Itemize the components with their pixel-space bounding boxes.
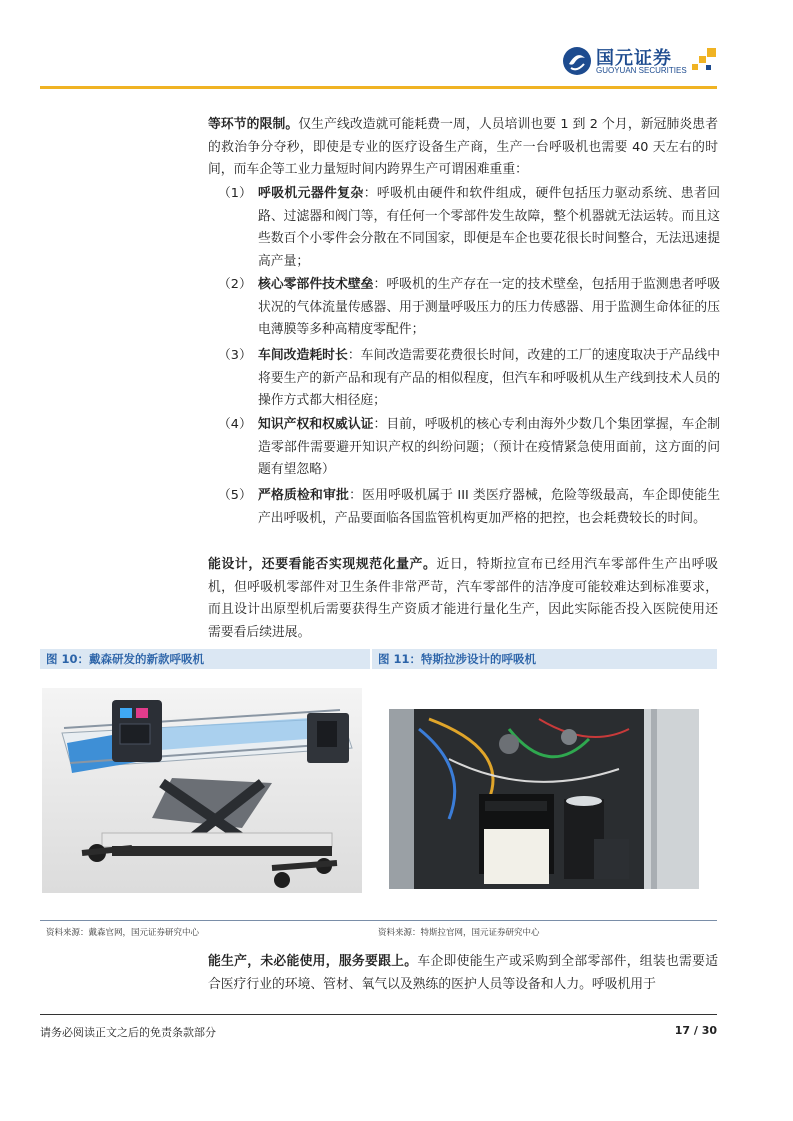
figure-source: 资料来源：戴森官网，国元证券研究中心 <box>46 928 200 938</box>
para3-text: 车企即使能生产或采购到全部零部件，组装也需要适合医疗行业的环境、管材、氧气以及熟练的医护人员等设备和人力。呼吸机用于 <box>208 954 719 992</box>
list-bold: 车间改造耗时长 <box>258 348 348 363</box>
company-logo <box>562 44 722 84</box>
list-bold: 严格质检和审批 <box>258 488 350 503</box>
figure-caption: 图 10：戴森研发的新款呼吸机 <box>40 649 370 669</box>
list-number: （3） <box>218 348 252 363</box>
logo-english-name: GUOYUAN SECURITIES <box>596 66 687 75</box>
list-text: ：医用呼吸机属于 III 类医疗器械，危险等级最高，车企即使能生产出呼吸机，产品要面临各国监管机构更加严格的把控，也会耗费较长的时间。 <box>258 488 721 526</box>
list-number: （4） <box>218 417 252 432</box>
para3-bold: 能生产，未必能使用，服务要跟上。 <box>208 954 418 969</box>
list-number: （1） <box>218 186 252 201</box>
list-text: ：呼吸机的生产存在一定的技术壁垒，包括用于监测患者呼吸状况的气体流量传感器、用于测量呼吸压力的压力传感器、用于监测生命体征的压电薄膜等多种高精度零配件； <box>258 277 721 337</box>
figure-source: 资料来源：特斯拉官网，国元证券研究中心 <box>378 928 540 938</box>
list-text: ：车间改造需要花费很长时间，改建的工厂的速度取决于产品线中将要生产的新产品和现有产品的相似程度，但汽车和呼吸机从生产线到技术人员的操作方式都大相径庭； <box>258 348 721 408</box>
para2-text: 近日，特斯拉宣布已经用汽车零部件生产出呼吸机，但呼吸机零部件对卫生条件非常严苛，汽车零部件的洁净度可能较难达到标准要求，而且设计出原型机后需要获得生产资质才能进行量化生产，因此实际能否投入医院使用还需要看后续进展。 <box>208 557 719 640</box>
dyson-ventilator-image <box>42 688 362 893</box>
page-number: 17 / 30 <box>674 1024 717 1037</box>
intro-paragraph <box>208 114 718 182</box>
list-text: ：目前，呼吸机的核心专利由海外少数几个集团掌握，车企制造零部件需要避开知识产权的纠纷问题；（预计在疫情紧急使用面前，这方面的问题有望忽略） <box>258 417 721 477</box>
logo-chinese-name: 国元证券 <box>596 48 672 69</box>
list-bold: 呼吸机元器件复杂 <box>258 186 364 201</box>
list-text: ：呼吸机由硬件和软件组成，硬件包括压力驱动系统、患者回路、过滤器和阀门等，有任何一个零部件发生故障，整个机器就无法运转。而且这些数百个小零件会分散在不同国家，即便是车企也要花很长时间整合，无法迅速提高产量； <box>258 186 721 269</box>
intro-bold: 等环节的限制。 <box>208 117 299 132</box>
para2-bold: 能设计，还要看能否实现规范化量产。 <box>208 557 437 572</box>
header-divider <box>40 86 717 89</box>
body-paragraph <box>208 951 718 996</box>
logo-squares-icon <box>689 46 721 78</box>
list-number: （2） <box>218 277 252 292</box>
source-divider <box>40 920 717 921</box>
footer-disclaimer: 请务必阅读正文之后的免责条款部分 <box>40 1026 216 1039</box>
tesla-ventilator-image <box>389 709 699 889</box>
logo-emblem-icon <box>562 46 592 76</box>
figure-caption: 图 11：特斯拉涉设计的呼吸机 <box>372 649 717 669</box>
list-number: （5） <box>218 488 252 503</box>
footer-divider <box>40 1014 717 1015</box>
intro-text: 仅生产线改造就可能耗费一周，人员培训也要 1 到 2 个月，新冠肺炎患者的救治争分夺秒，即使是专业的医疗设备生产商，生产一台呼吸机也需要 40 天左右的时间，而车企等工业力量短时间内跨界生产可谓困难重重： <box>208 117 719 177</box>
list-bold: 核心零部件技术壁垒 <box>258 277 374 292</box>
body-paragraph <box>208 554 718 644</box>
list-bold: 知识产权和权威认证 <box>258 417 374 432</box>
